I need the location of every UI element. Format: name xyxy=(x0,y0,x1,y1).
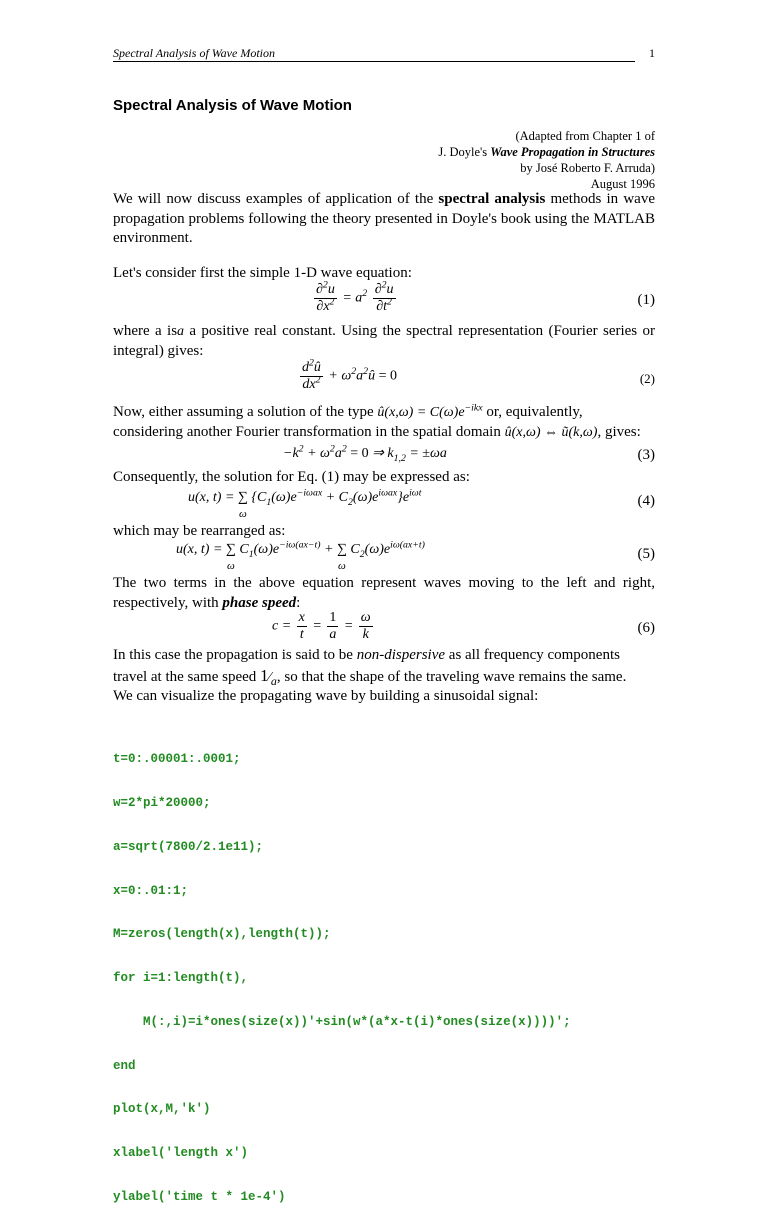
equation-number-4: (4) xyxy=(637,493,655,509)
nd-text-1-before: In this case the propagation is said to be xyxy=(113,647,357,663)
equation-5: u(x, t) = ∑ ω $C_1(\omega)e^{-i\omega(ax-t)}$ + ∑ ω $C_2(\omega)e^{i\omega(ax+t)}$ xyxy=(176,539,425,572)
speed-fraction-math: 1⁄a xyxy=(260,666,277,688)
solution-type-math: û(x,ω) = $C(\omega)e^{-ikx}$ xyxy=(377,402,483,420)
attribution-book-title: Wave Propagation in Structures xyxy=(490,145,655,159)
two-terms-text-after: : xyxy=(296,594,301,611)
where-symbol: a xyxy=(177,324,185,339)
code-line: w=2*pi*20000; xyxy=(113,795,211,810)
matlab-code-block xyxy=(113,723,571,1219)
where-paragraph xyxy=(113,322,655,361)
now-paragraph-line-2 xyxy=(113,423,655,443)
where-text-after: a positive real constant. Using the spectral representation (Fourier series or integral) gives: xyxy=(113,323,656,359)
equation-number-1: (1) xyxy=(637,292,655,308)
intro-text-after: methods in wave propagation problems following the theory presented in Doyle's book using the MATLAB environment. xyxy=(113,191,655,246)
now-text-1-after: or, equivalently, xyxy=(482,404,583,420)
equation-1: $\frac{\partial^2u}{\partial x^2}$ = $a^2$ $\frac{\partial^2u}{\partial t^2}$ xyxy=(316,279,394,314)
attribution-line-3: by José Roberto F. Arruda) xyxy=(520,161,655,175)
code-line: ylabel('time t * 1e-4') xyxy=(113,1190,286,1204)
document-title: Spectral Analysis of Wave Motion xyxy=(113,97,352,114)
code-line: end xyxy=(113,1058,136,1073)
phase-speed-term: phase speed xyxy=(222,594,297,611)
non-dispersive-line-1 xyxy=(113,646,655,666)
header-rule xyxy=(113,61,635,62)
non-dispersive-term: non-dispersive xyxy=(356,647,446,663)
code-line: for i=1:length(t), xyxy=(113,971,249,986)
attribution-block xyxy=(438,128,655,192)
nd-text-2-after: , so that the shape of the traveling wave remains the same. xyxy=(276,669,627,685)
rearranged-paragraph: which may be rearranged as: xyxy=(113,523,286,539)
now-paragraph-line-1 xyxy=(113,403,655,423)
where-text-before: where a is xyxy=(113,323,178,339)
equation-2: $\frac{d^2û}{dx^2}$ + $\omega^2a^2û = 0$ xyxy=(302,357,397,392)
equation-number-6: (6) xyxy=(637,620,655,636)
visualize-paragraph: We can visualize the propagating wave by building a sinusoidal signal: xyxy=(113,688,539,704)
attribution-line-2 xyxy=(438,144,655,160)
two-terms-text-before: The two terms in the above equation represent waves moving to the left and right, respectively, with xyxy=(113,575,655,611)
consider-paragraph: Let's consider first the simple 1-D wave equation: xyxy=(113,265,412,281)
fourier-transform-math: û(x,ω) ⇔ ũ(k,ω) xyxy=(504,425,598,440)
two-terms-paragraph xyxy=(113,574,655,613)
attribution-line-1: (Adapted from Chapter 1 of xyxy=(515,129,655,143)
intro-bold-term: spectral analysis xyxy=(438,191,546,207)
equation-number-5: (5) xyxy=(637,546,655,562)
equation-3: $-k^2 + \omega^2a^2 = 0$ ⇒ $k_{1,2} = \pm\omega a$ xyxy=(283,443,447,464)
nd-text-1-after: as all frequency components xyxy=(445,647,620,663)
code-line: a=sqrt(7800/2.1e11); xyxy=(113,839,264,854)
now-text-1-before: Now, either assuming a solution of the type xyxy=(113,404,378,420)
code-line: M(:,i)=i*ones(size(x))'+sin(w*(a*x-t(i)*ones(size(x))))'; xyxy=(113,1014,571,1029)
code-line: plot(x,M,'k') xyxy=(113,1102,211,1117)
running-header xyxy=(113,46,655,60)
intro-text-before: We will now discuss examples of application of the xyxy=(113,191,439,207)
equation-4: u(x, t) = ∑ ω $\{C_1(\omega)e^{-i\omega ax} + C_2(\omega)e^{i\omega ax}\}e^{i\omega t}$ xyxy=(188,487,422,520)
page-number: 1 xyxy=(649,46,655,60)
attribution-line-4: August 1996 xyxy=(590,177,655,191)
code-line: t=0:.00001:.0001; xyxy=(113,752,241,767)
code-line: x=0:.01:1; xyxy=(113,883,189,898)
now-text-2-after: , gives: xyxy=(597,424,641,440)
equation-6: c = $\frac{x}{t}$ = $\frac{1}{a}$ = $\frac{\omega}{k}$ xyxy=(272,610,371,642)
equation-number-3: (3) xyxy=(637,447,655,463)
nd-text-2-before: travel at the same speed xyxy=(113,669,261,685)
now-text-2-before: considering another Fourier transformation in the spatial domain xyxy=(113,424,505,440)
intro-paragraph xyxy=(113,190,655,249)
equation-number-2: (2) xyxy=(639,371,655,386)
code-line: xlabel('length x') xyxy=(113,1146,249,1161)
consequently-paragraph: Consequently, the solution for Eq. (1) may be expressed as: xyxy=(113,469,470,485)
attribution-author: J. Doyle's xyxy=(438,145,491,159)
running-title: Spectral Analysis of Wave Motion xyxy=(113,46,275,60)
code-line: M=zeros(length(x),length(t)); xyxy=(113,927,331,942)
